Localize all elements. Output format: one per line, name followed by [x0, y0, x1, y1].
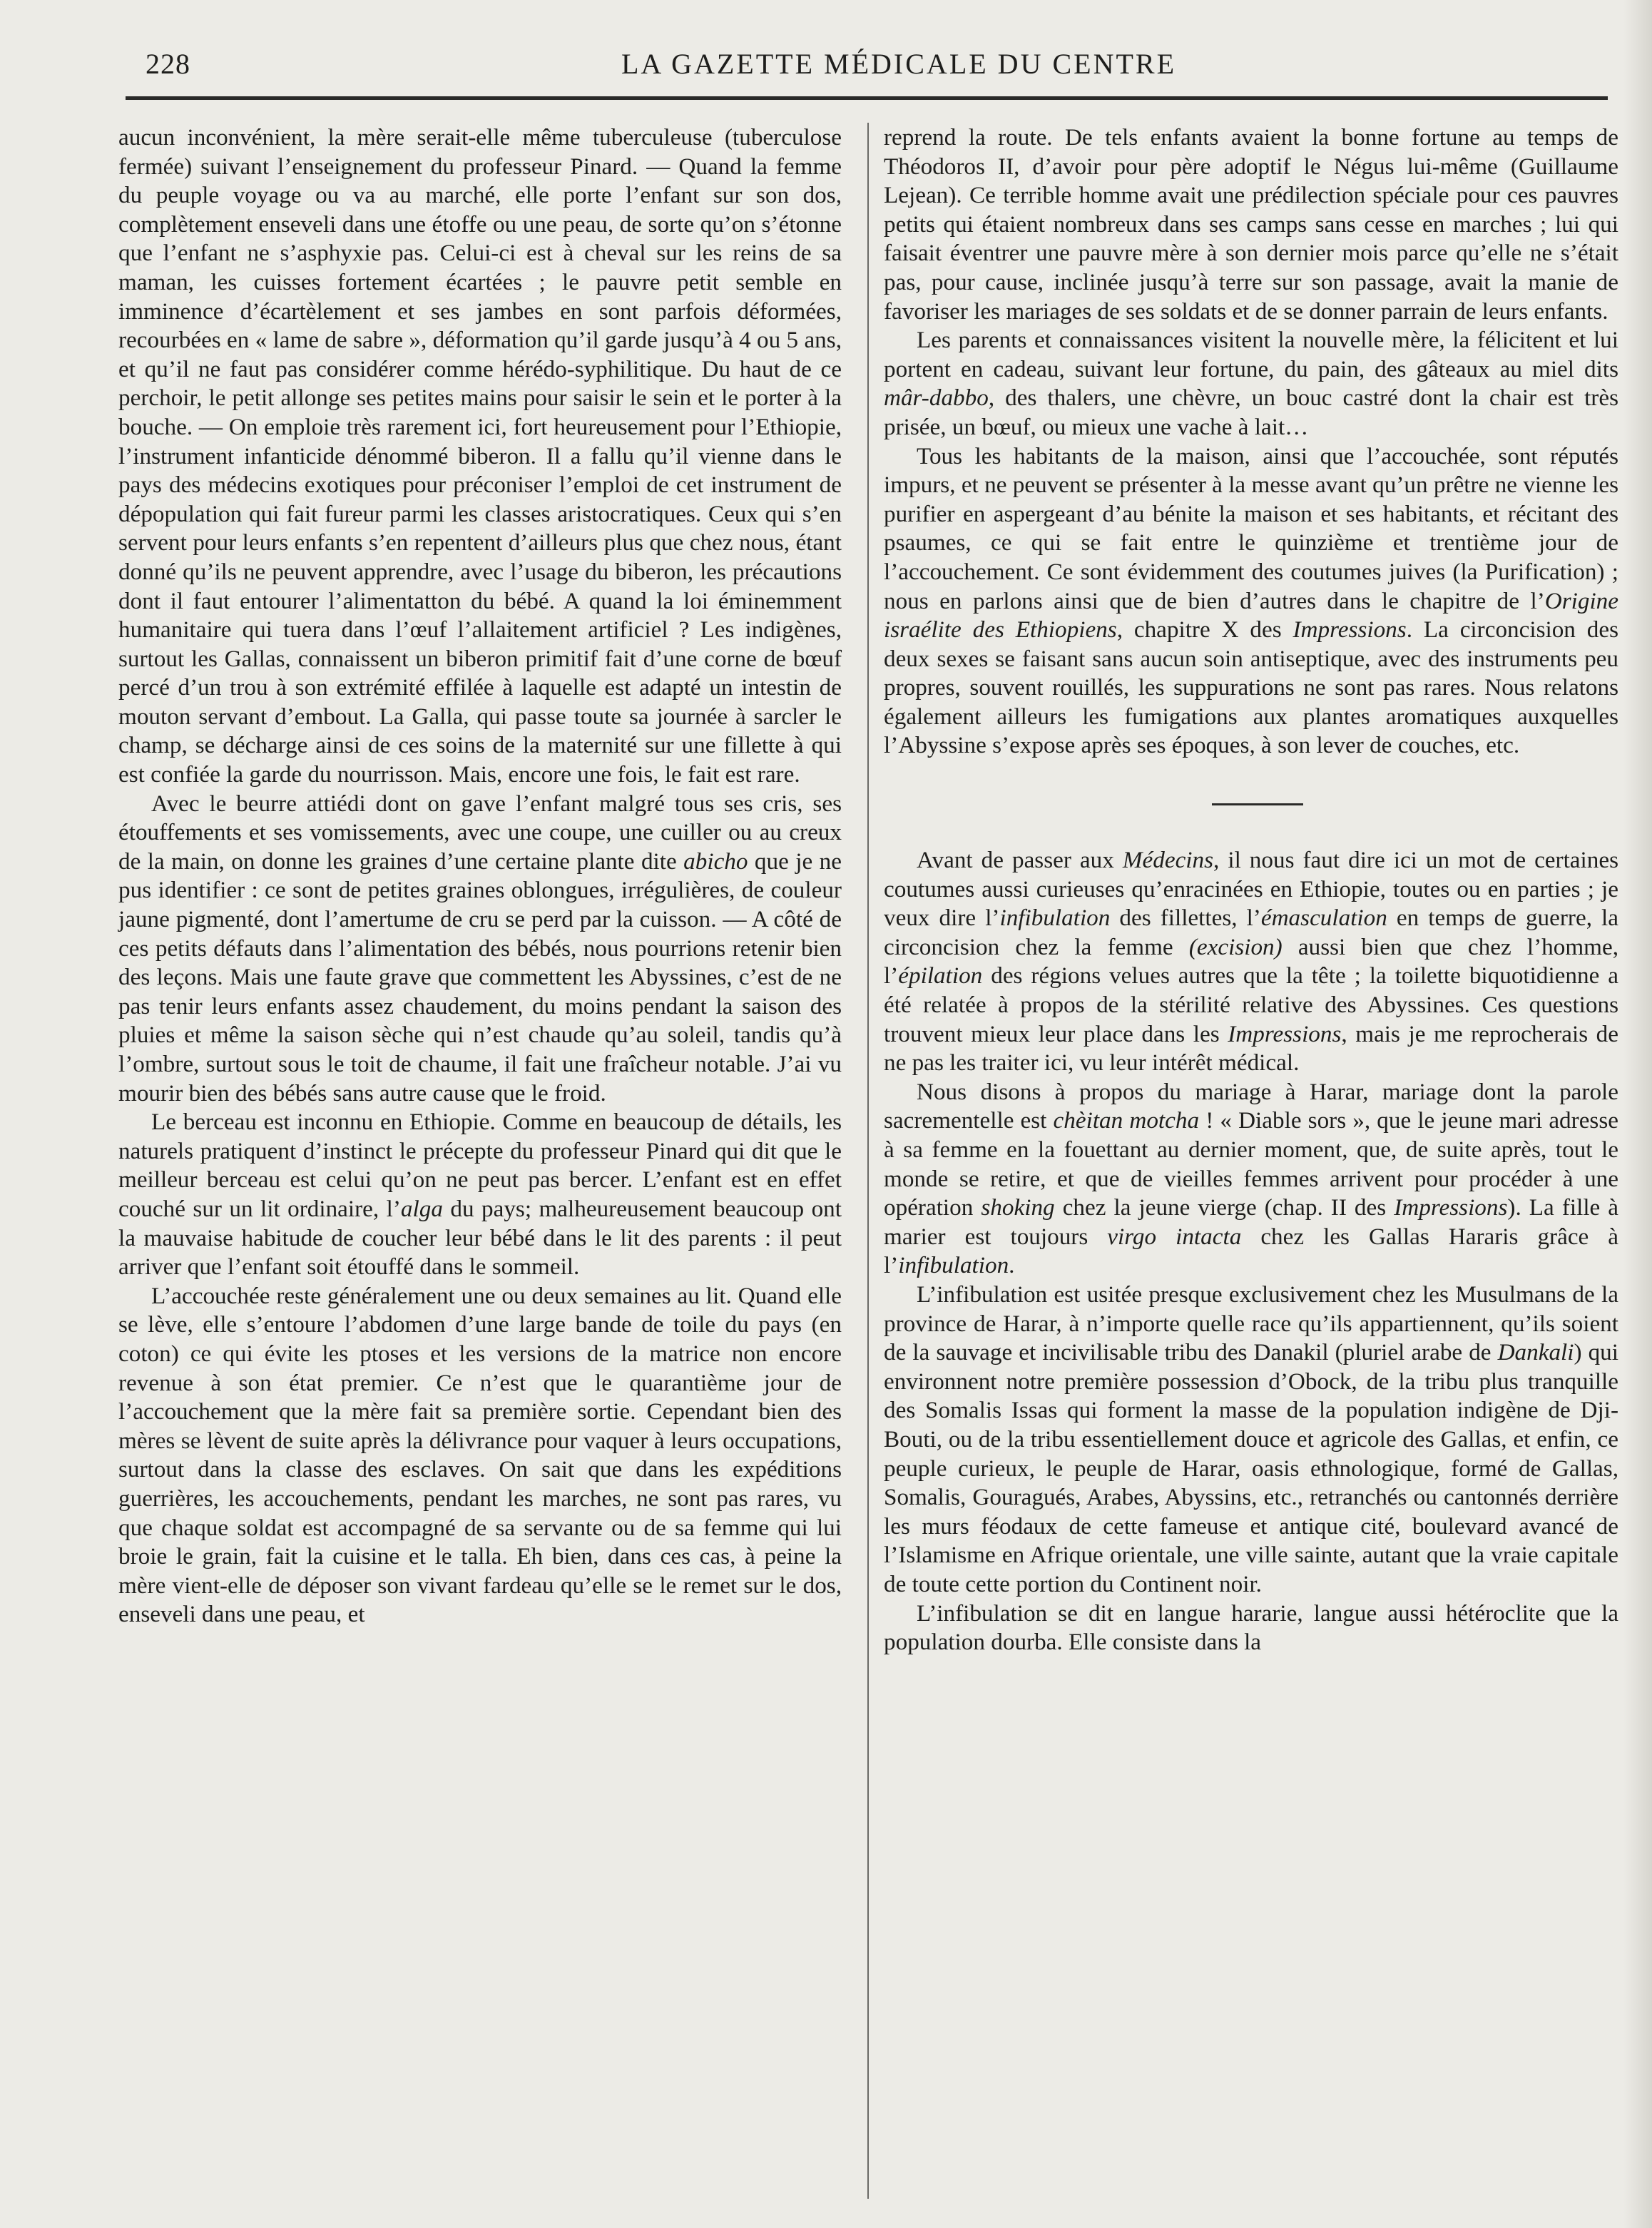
paragraph: Le berceau est inconnu en Ethiopie. Comme en beaucoup de détails, les naturels pratiquent d’instinct le précepte du professeur Pinard qui dit que le meilleur berceau est celui qu’on ne peut pas bercer. L’enfant est en effet couché sur un lit ordinaire, l’alga du pays; malheureusement beaucoup ont la mauvaise habitude de coucher leur bébé dans le lit des parents : il peut arriver que l’enfant soit étouffé dans le sommeil. — [118, 1109, 842, 1281]
paragraph: Avant de passer aux Médecins, il nous faut dire ici un mot de certaines coutumes aussi curieuses qu’enracinées en Ethiopie, toutes ou en parties ; je veux dire l’infibulation des fillettes, l’émasculation en temps de guerre, la circoncision chez la femme (excision) aussi bien que chez l’homme, l’épilation des régions velues autres que la tête ; la toilette biquotidienne a été relatée à propos de la stérilité relative des Abyssines. Ces questions trouvent mieux leur place dans les Impressions, mais je me reprocherais de ne pas les traiter ici, vu leur intérêt médical. — [884, 847, 1619, 1077]
paragraph: L’infibulation se dit en langue hararie, langue aussi hétéroclite que la population dourba. Elle consiste dans la — [884, 1599, 1618, 1656]
journal-title: LA GAZETTE MÉDICALE DU CENTRE — [621, 48, 1176, 80]
left-column — [118, 123, 842, 1629]
separator-dash — [1212, 803, 1303, 805]
paragraph: L’infibulation est usitée presque exclusivement chez les Musulmans de la province de Harar, à n’importe quelle race qu’ils appartiennent, qu’ils soient de la sauvage et incivilisable tribu des Danakil (pluriel arabe de Dankali) qui environnent notre première possession d’Obock, de la tribu plus tranquille des Somalis Issas qui forment la masse de la population indigène de Dji-Bouti, ou de la tribu essentiellement douce et agricole des Gallas, et enfin, ce peuple curieux, le peuple de Harar, oasis ethnologique, formé de Gallas, Somalis, Gouragués, Arabes, Abyssins, etc., retranchés ou cantonnés derrière les murs féodaux de cette fameuse et antique cité, boulevard avancé de l’Islamisme en Afrique orientale, une ville sainte, autant que la vraie capitale de toute cette portion du Continent noir. — [884, 1281, 1618, 1597]
page-number: 228 — [146, 48, 190, 80]
paragraph: aucun inconvénient, la mère serait-elle même tuberculeuse (tuberculose fermée) suivant l’enseignement du professeur Pinard. — Quand la femme du peuple voyage ou va au marché, elle porte l’enfant sur son dos, complètement enseveli dans une étoffe ou une peau, de sorte qu’on s’étonne que l’enfant ne s’asphyxie pas. Celui-ci est à cheval sur les reins de sa maman, les cuisses fortement écartées ; le pauvre petit semble en imminence d’écartèlement et ses jambes en sont parfois déformées, recourbées en « lame de sabre », déformation qu’il garde jusqu’à 4 ou 5 ans, et qu’il ne faut pas considérer comme hérédo-syphilitique. Du haut de ce perchoir, le petit allonge ses petites mains pour saisir le sein et le porter à la bouche. — On emploie très rarement ici, fort heureusement pour l’Ethiopie, l’instrument infanticide dénommé biberon. Il a fallu qu’il vienne dans le pays des médecins exotiques pour préconiser l’emploi de cet instrument de dépopulation qui fait fureur parmi les classes aristocratiques. Ceux qui s’en servent pour leurs enfants s’en repentent d’ailleurs plus que chez nous, étant donné qu’ils ne peuvent apprendre, avec l’usage du biberon, les précautions dont il faut entourer l’alimentatton du bébé. A quand la loi éminemment humanitaire qui tuera dans l’œuf l’allaitement artificiel ? Les indigènes, surtout les Gallas, connaissent un biberon primitif fait d’une corne de bœuf percé d’un trou à son extrémité effilée à laquelle est adapté un intestin de mouton servant d’embout. La Galla, qui passe toute sa journée à sarcler le champ, se décharge ainsi de ces soins de la maternité sur une fillette à qui est confiée la garde du nourrisson. Mais, encore une fois, le fait est rare. — [118, 124, 842, 788]
page-header — [128, 44, 1605, 87]
paragraph: Nous disons à propos du mariage à Harar, mariage dont la parole sacrementelle est chèitan motcha ! « Diable sors », que le jeune mari adresse à sa femme en la fouettant au dernier moment, que, de suite après, tout le monde se retire, et que de vieilles femmes arrivent pour procéder à une opération shoking chez la jeune vierge (chap. II des Impressions). La fille à marier est toujours virgo intacta chez les Gallas Hararis grâce à l’infibulation. — [884, 1078, 1619, 1279]
paragraph: Les parents et connaissances visitent la nouvelle mère, la félicitent et lui portent en cadeau, suivant leur fortune, du pain, des gâteaux au miel dits mâr-dabbo, des thalers, une chèvre, un bouc castré dont la chair est très prisée, un bœuf, ou mieux une vache à lait… — [884, 327, 1618, 440]
column-divider — [867, 123, 869, 2199]
page-edge-shadow — [1623, 0, 1652, 2228]
paragraph: L’accouchée reste généralement une ou deux semaines au lit. Quand elle se lève, elle s’entoure l’abdomen d’une large bande de toile du pays (en coton) ce qui évite les ptoses et les versions de la matrice non encore revenue à son état premier. Ce n’est que le quarantième jour de l’accouchement que la mère fait sa première sortie. Cependant bien des mères se lèvent de suite après la délivrance pour vaquer à leurs occupations, surtout dans la classe des esclaves. On sait que dans les expéditions guerrières, les accouchements, pendant les marches, ne sont pas rares, vu que chaque soldat est accompagné de sa servante ou de sa femme qui lui broie le grain, fait la cuisine et le talla. Eh bien, dans ces cas, à peine la mère vient-elle de déposer son vivant fardeau qu’elle se le remet sur le dos, enseveli dans une peau, et — [118, 1282, 842, 1628]
paragraph: Tous les habitants de la maison, ainsi que l’accouchée, sont réputés impurs, et ne peuvent se présenter à la messe avant qu’un prêtre ne vienne les purifier en aspergeant d’au bénite la maison et ses habitants, et récitant des psaumes, ce qui se fait entre le quinzième et trentième jour de l’accouchement. Ce sont évidemment des coutumes juives (la Purification) ; nous en parlons ainsi que de bien d’autres dans le chapitre de l’Origine israélite des Ethiopiens, chapitre X des Impressions. La circoncision des deux sexes se faisant sans aucun soin antiseptique, avec des instruments peu propres, souvent rouillés, les suppurations ne sont pas rares. Nous relatons également ailleurs les fumigations aux plantes aromatiques auxquelles l’Abyssine s’expose après ses époques, à son lever de couches, etc. — [884, 442, 1618, 759]
right-column — [884, 123, 1618, 1657]
paragraph: Avec le beurre attiédi dont on gave l’enfant malgré tous ses cris, ses étouffements et ses vomissements, avec une coupe, une cuiller ou au creux de la main, on donne les graines d’une certaine plante dite abicho que je ne pus identifier : ce sont de petites graines oblongues, irrégulières, de couleur jaune pigmenté, dont l’amertume de cru se perd par la cuisson. — A côté de ces petits défauts dans l’alimentation des bébés, nous pourrions retenir bien des leçons. Mais une faute grave que commettent les Abyssines, c’est de ne pas tenir leurs enfants assez chaudement, du moins pendant la saison des pluies et même la saison sèche qui n’est chaude qu’au soleil, tandis qu’à l’ombre, surtout sous le toit de chaume, il fait une fraîcheur notable. J’ai vu mourir bien des bébés sans autre cause que le froid. — [118, 790, 842, 1107]
header-rule — [126, 96, 1608, 100]
paragraph: reprend la route. De tels enfants avaient la bonne fortune au temps de Théodoros II, d’avoir pour père adoptif le Négus lui-même (Guillaume Lejean). Ce terrible homme avait une prédilection spéciale pour ces pauvres petits qui étaient nombreux dans ses camps sans cesse en marches ; lui qui faisait éventrer une pauvre mère à son dernier mois parce qu’elle ne s’était pas, pour cause, inclinée jusqu’à terre sur son passage, avait la manie de favoriser les mariages de ses soldats et de se donner parrain de leurs enfants. — [884, 124, 1618, 325]
section-separator — [884, 761, 1618, 846]
